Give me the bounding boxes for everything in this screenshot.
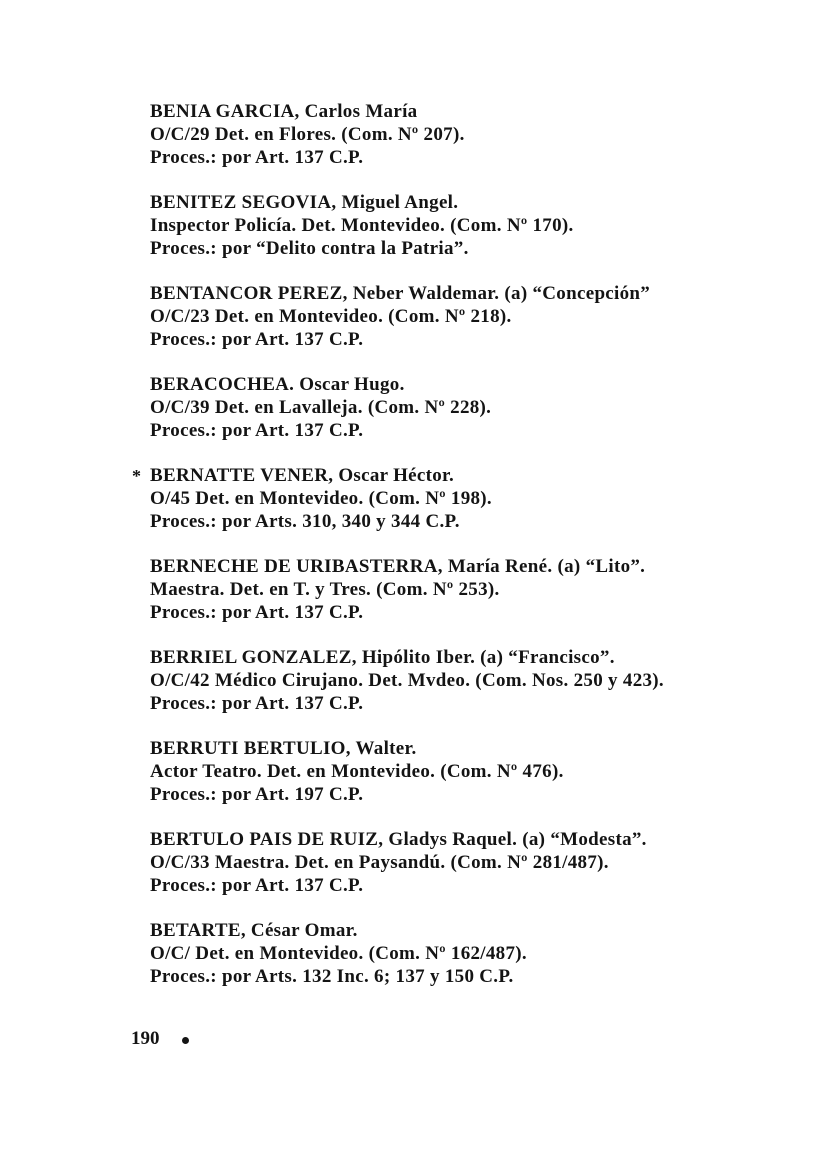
entry-process: Proces.: por Art. 137 C.P.: [150, 693, 364, 714]
list-item: [150, 555, 770, 646]
entry-process: Proces.: por Art. 137 C.P.: [150, 329, 364, 350]
list-item: [150, 191, 770, 282]
list-item: [150, 282, 770, 373]
entry-detail: Maestra. Det. en T. y Tres. (Com. Nº 253).: [150, 579, 500, 600]
page-number: 190: [131, 1028, 160, 1049]
entry-name: BERNATTE VENER, Oscar Héctor.: [150, 465, 455, 486]
entry-name: BERTULO PAIS DE RUIZ, Gladys Raquel. (a) “Modesta”.: [150, 829, 647, 850]
entry-name: BENTANCOR PEREZ, Neber Waldemar. (a) “Concepción”: [150, 283, 651, 304]
entry-process: Proces.: por Art. 137 C.P.: [150, 420, 364, 441]
entry-process: Proces.: por Arts. 132 Inc. 6; 137 y 150 C.P.: [150, 966, 514, 987]
list-item: [150, 373, 770, 464]
entry-name: BERACOCHEA. Oscar Hugo.: [150, 374, 405, 395]
list-item: [150, 737, 770, 828]
entry-list: [132, 100, 770, 1010]
entry-detail: O/45 Det. en Montevideo. (Com. Nº 198).: [150, 488, 492, 509]
entry-detail: O/C/ Det. en Montevideo. (Com. Nº 162/487).: [150, 943, 527, 964]
entry-process: Proces.: por Arts. 310, 340 y 344 C.P.: [150, 511, 460, 532]
entry-detail: O/C/39 Det. en Lavalleja. (Com. Nº 228).: [150, 397, 492, 418]
entry-process: Proces.: por Art. 197 C.P.: [150, 784, 364, 805]
entry-name: BERRUTI BERTULIO, Walter.: [150, 738, 417, 759]
entry-process: Proces.: por “Delito contra la Patria”.: [150, 238, 469, 259]
entry-detail: O/C/42 Médico Cirujano. Det. Mvdeo. (Com. Nos. 250 y 423).: [150, 670, 664, 691]
entry-detail: O/C/29 Det. en Flores. (Com. Nº 207).: [150, 124, 465, 145]
list-item: [150, 828, 770, 919]
entry-name: BENITEZ SEGOVIA, Miguel Angel.: [150, 192, 459, 213]
entry-detail: O/C/23 Det. en Montevideo. (Com. Nº 218).: [150, 306, 512, 327]
entry-name: BERNECHE DE URIBASTERRA, María René. (a) “Lito”.: [150, 556, 646, 577]
asterisk-marker: *: [132, 466, 141, 486]
entry-detail: O/C/33 Maestra. Det. en Paysandú. (Com. Nº 281/487).: [150, 852, 609, 873]
entry-name: BERRIEL GONZALEZ, Hipólito Iber. (a) “Francisco”.: [150, 647, 615, 668]
list-item: [150, 100, 770, 191]
list-item: [132, 464, 770, 555]
list-item: [150, 919, 770, 1010]
entry-detail: Inspector Policía. Det. Montevideo. (Com. Nº 170).: [150, 215, 574, 236]
entry-process: Proces.: por Art. 137 C.P.: [150, 875, 364, 896]
entry-name: BENIA GARCIA, Carlos María: [150, 101, 418, 122]
entry-detail: Actor Teatro. Det. en Montevideo. (Com. Nº 476).: [150, 761, 564, 782]
list-item: [150, 646, 770, 737]
entry-name: BETARTE, César Omar.: [150, 920, 358, 941]
entry-process: Proces.: por Art. 137 C.P.: [150, 602, 364, 623]
bullet-icon: [182, 1037, 189, 1044]
page-footer: [131, 1027, 189, 1051]
entry-process: Proces.: por Art. 137 C.P.: [150, 147, 364, 168]
